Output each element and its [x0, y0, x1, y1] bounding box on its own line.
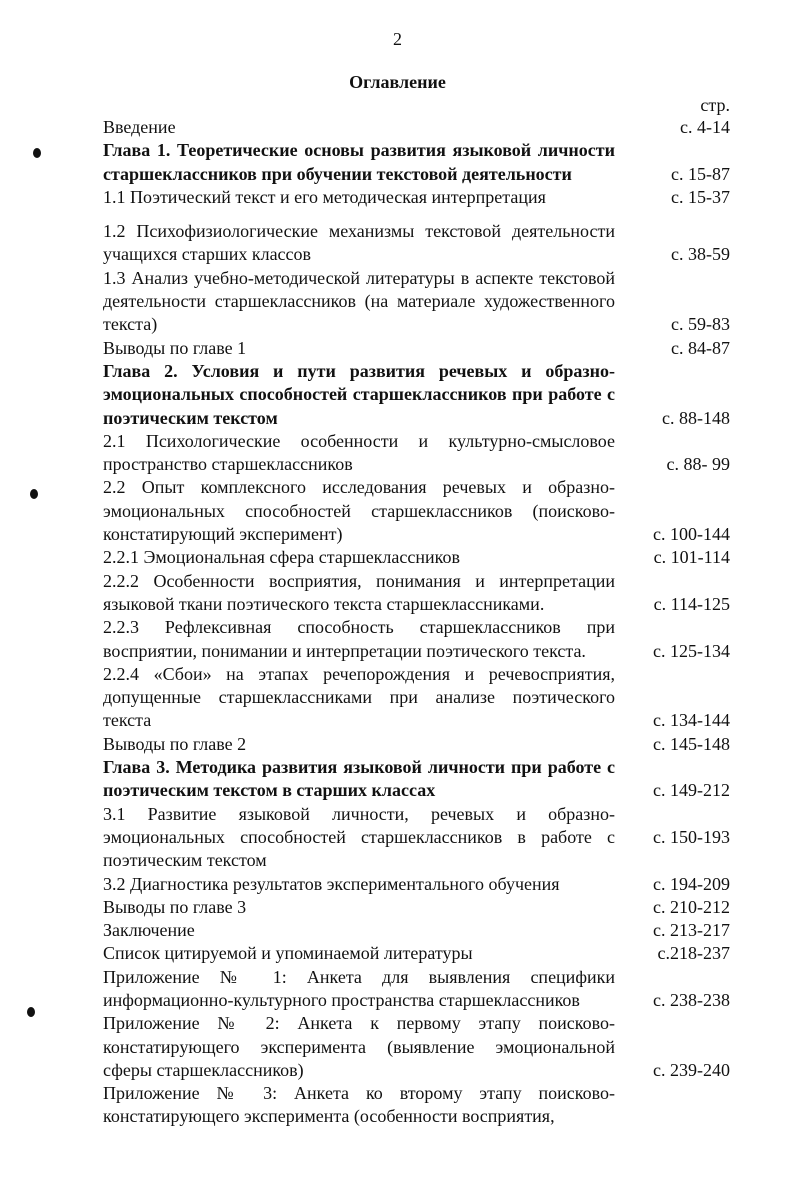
- toc-entry-page: с. 238-238: [653, 989, 730, 1010]
- toc-entry-page: с. 213-217: [653, 920, 730, 941]
- toc-entry-page: с. 149-212: [653, 780, 730, 801]
- toc-entry-page: с. 59-83: [671, 314, 730, 335]
- toc-entry-text: Заключение: [103, 920, 195, 941]
- toc-entry-page: с.218-237: [657, 943, 730, 964]
- toc-entry-page: с. 150-193: [653, 826, 730, 847]
- page-number: 2: [393, 29, 402, 49]
- toc-entry-chapter: [103, 360, 730, 430]
- toc-entry-text: 2.2.1 Эмоциональная сфера старшеклассников: [103, 547, 460, 568]
- toc-entry-page: с. 88-148: [662, 407, 730, 428]
- toc-entry: [103, 570, 730, 617]
- toc-entry-text: 3.1 Развитие языковой личности, речевых и образно-эмоциональных способностей старшеклассников в работе с поэтическим текстом: [103, 803, 615, 871]
- toc-entry-text: 2.2.3 Рефлексивная способность старшеклассников при восприятии, понимании и интерпретации поэтического текста.: [103, 617, 615, 661]
- toc-entry-page: с. 100-144: [653, 524, 730, 545]
- toc-title: Оглавление: [349, 72, 446, 92]
- margin-dot: [30, 489, 38, 499]
- toc-entry-page: с. 88- 99: [666, 454, 730, 475]
- toc-entry-text: 1.3 Анализ учебно-методической литературы в аспекте текстовой деятельности старшеклассников (на материале художественного текста): [103, 267, 615, 335]
- toc-entry-page: с. 125-134: [653, 640, 730, 661]
- toc-entry-text: Выводы по главе 2: [103, 733, 247, 754]
- toc-entry-page: с. 84-87: [671, 337, 730, 358]
- toc-entry-text: Список цитируемой и упоминаемой литературы: [103, 943, 473, 964]
- toc-entry: [103, 476, 730, 546]
- table-of-contents: [103, 94, 730, 1129]
- margin-dot: [33, 148, 41, 158]
- toc-entry: [103, 267, 730, 337]
- page-column-header: стр.: [700, 95, 730, 115]
- toc-entry-text: 2.2.4 «Сбои» на этапах речепорождения и речевосприятия, допущенные старшеклассниками при анализе поэтического текста: [103, 663, 615, 731]
- toc-entry-text: Глава 3. Методика развития языковой личности при работе с поэтическим текстом в старших классах: [103, 757, 615, 801]
- toc-entry-text: 2.2.2 Особенности восприятия, понимания и интерпретации языковой ткани поэтического текста старшеклассниками.: [103, 570, 615, 614]
- toc-entry-text: Приложение № 3: Анкета ко второму этапу поисково-констатирующего эксперимента (особенности восприятия,: [103, 1083, 615, 1127]
- toc-entry-page: с. 145-148: [653, 733, 730, 754]
- toc-entry-text: Приложение № 1: Анкета для выявления специфики информационно-культурного пространства старшеклассников: [103, 966, 615, 1010]
- toc-entry-page: с. 101-114: [653, 547, 730, 568]
- toc-entry-text: Введение: [103, 117, 176, 137]
- toc-entry-text: Приложение № 2: Анкета к первому этапу поисково-констатирующего эксперимента (выявление эмоциональной сферы старшеклассников): [103, 1013, 615, 1080]
- toc-entry-text: Выводы по главе 3: [103, 896, 247, 917]
- toc-entry: [103, 733, 730, 756]
- toc-entry: [103, 116, 730, 139]
- toc-entry: [103, 1082, 730, 1129]
- margin-dot: [27, 1007, 35, 1017]
- toc-entry-text: 3.2 Диагностика результатов экспериментального обучения: [103, 873, 560, 894]
- toc-entry: [103, 546, 730, 569]
- toc-entry-text: Глава 1. Теоретические основы развития языковой личности старшеклассников при обучении текстовой деятельности: [103, 140, 615, 184]
- toc-entry-page: с. 210-212: [653, 896, 730, 917]
- toc-entry-text: 2.1 Психологические особенности и культурно-смысловое пространство старшеклассников: [103, 430, 615, 475]
- toc-entry-chapter: [103, 756, 730, 803]
- toc-entry-page: с. 15-87: [671, 163, 730, 184]
- toc-entry: [103, 1012, 730, 1082]
- toc-entry: [103, 803, 730, 873]
- toc-entry: [103, 942, 730, 965]
- toc-entry-text: 1.1 Поэтический текст и его методическая интерпретация: [103, 186, 546, 207]
- toc-entry: [103, 616, 730, 663]
- toc-entry: [103, 220, 730, 267]
- toc-entry: [103, 966, 730, 1013]
- toc-entry-chapter: [103, 139, 730, 186]
- toc-entry-page: с. 194-209: [653, 873, 730, 894]
- toc-entry-text: Глава 2. Условия и пути развития речевых и образно-эмоциональных способностей старшеклассников при работе с поэтическим текстом: [103, 360, 615, 428]
- toc-entry: [103, 337, 730, 360]
- toc-entry: [103, 663, 730, 733]
- toc-entry-page: с. 38-59: [671, 244, 730, 265]
- toc-entry-text: 2.2 Опыт комплексного исследования речевых и образно-эмоциональных способностей старшеклассников (поисково-констатирующий эксперимент): [103, 477, 615, 545]
- toc-entry: [103, 186, 730, 209]
- toc-entry-page: с. 134-144: [653, 710, 730, 731]
- toc-entry-page: с. 239-240: [653, 1059, 730, 1080]
- toc-entry: [103, 873, 730, 896]
- toc-entry-page: с. 114-125: [653, 593, 730, 614]
- toc-entry: [103, 430, 730, 477]
- toc-entry-text: 1.2 Психофизиологические механизмы текстовой деятельности учащихся старших классов: [103, 221, 615, 265]
- toc-entry: [103, 896, 730, 919]
- toc-entry: [103, 919, 730, 942]
- toc-entry-page: с. 15-37: [671, 186, 730, 207]
- toc-entry-page: с. 4-14: [680, 117, 730, 137]
- toc-entry-text: Выводы по главе 1: [103, 337, 247, 358]
